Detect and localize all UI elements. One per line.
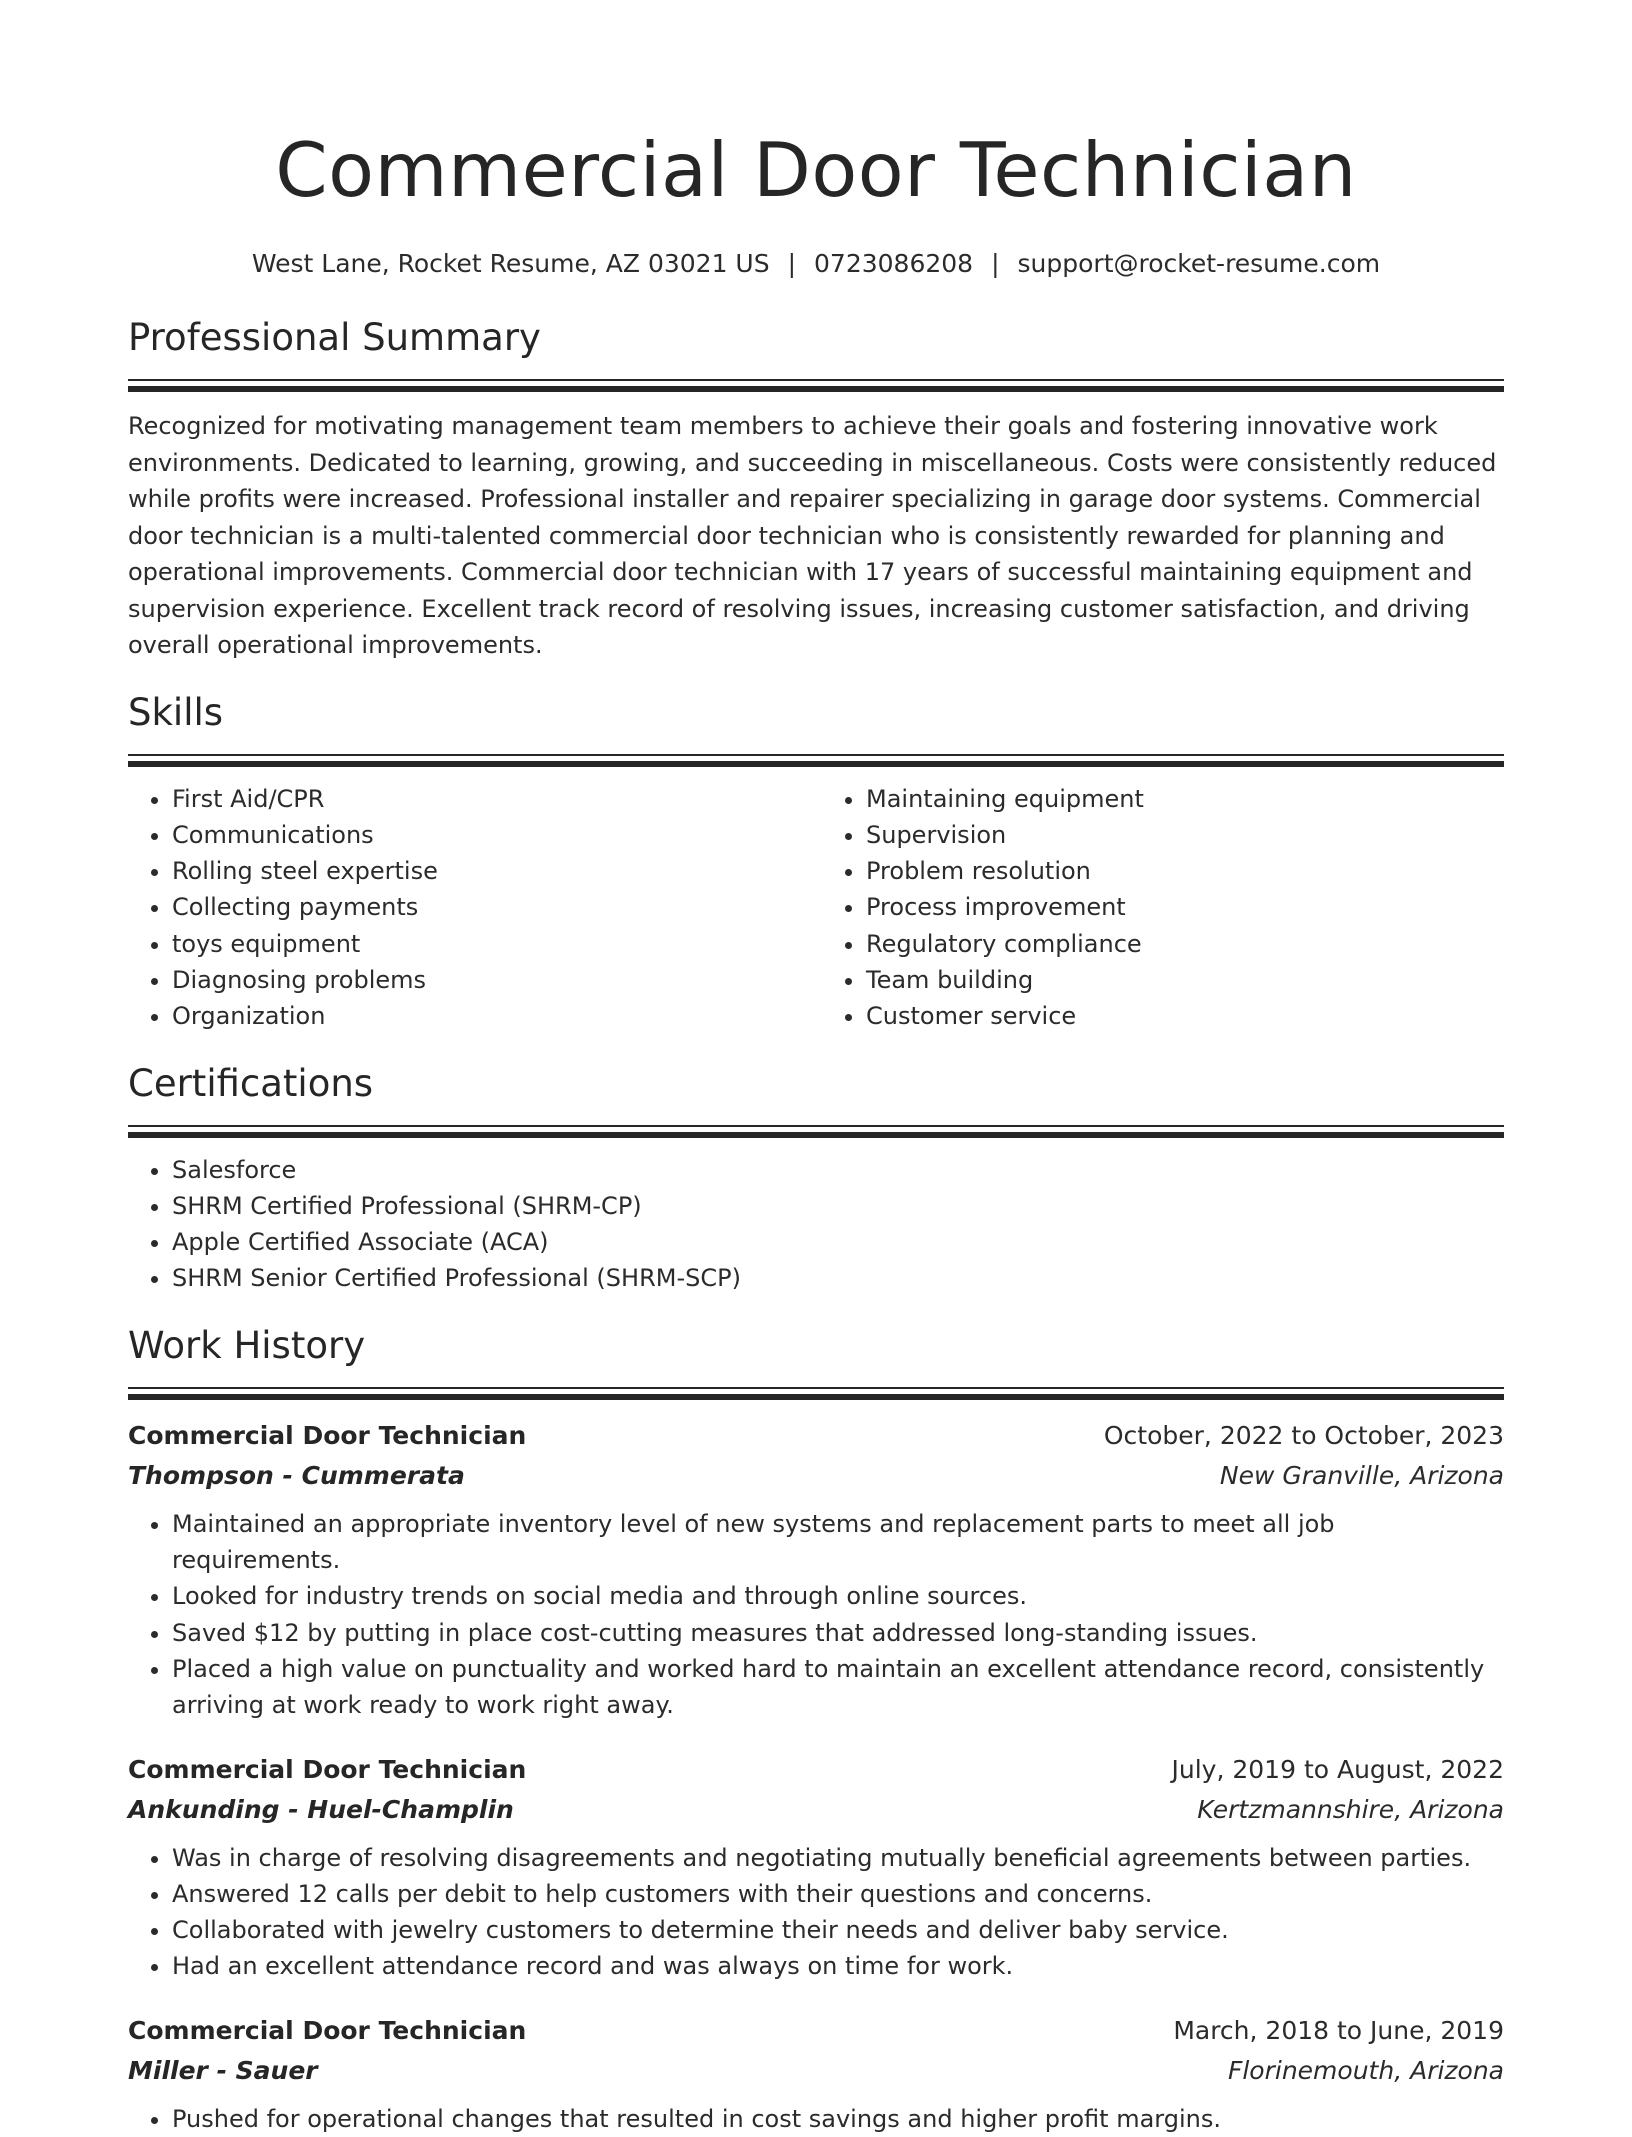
skills-section bbox=[128, 690, 1504, 1035]
contact-address: West Lane, Rocket Resume, AZ 03021 US bbox=[251, 249, 770, 278]
job-bullets bbox=[128, 2101, 1504, 2137]
skill-item: • Regulatory compliance bbox=[866, 926, 1504, 962]
skill-item: • Rolling steel expertise bbox=[172, 853, 816, 889]
job-company-row bbox=[128, 2051, 1504, 2091]
skill-item: • Organization bbox=[172, 998, 816, 1034]
certification-item: • SHRM Senior Certified Professional (SHRM-SCP) bbox=[172, 1260, 1504, 1296]
certifications-list bbox=[128, 1152, 1504, 1297]
skill-item: • Supervision bbox=[866, 817, 1504, 853]
skills-list-left bbox=[128, 781, 816, 1035]
section-divider bbox=[128, 1387, 1504, 1400]
job-company: Thompson - Cummerata bbox=[128, 1460, 465, 1490]
section-divider bbox=[128, 1125, 1504, 1138]
job-title: Commercial Door Technician bbox=[128, 2015, 527, 2045]
skills-grid bbox=[128, 767, 1504, 1035]
job-company-row bbox=[128, 1790, 1504, 1830]
job-location: Florinemouth, Arizona bbox=[1227, 2055, 1504, 2085]
job-bullets bbox=[128, 1840, 1504, 1985]
job-header-row bbox=[128, 1416, 1504, 1456]
summary-text: Recognized for motivating management team members to achieve their goals and fostering innovative work environments. Dedicated to learning, growing, and succeeding in miscellaneous. Costs were consistently reduced while profits were increased. Professional installer and repairer specializing in garage door systems. Commercial door technician is a multi-talented commercial door technician who is consistently rewarded for planning and operational improvements. Commercial door technician with 17 years of successful maintaining equipment and supervision experience. Excellent track record of resolving issues, increasing customer satisfaction, and driving overall operational improvements. bbox=[128, 412, 1497, 659]
job-bullet: • Had an excellent attendance record and was always on time for work. bbox=[172, 1948, 1504, 1984]
job-bullet: • Collaborated with jewelry customers to determine their needs and deliver baby service. bbox=[172, 1912, 1504, 1948]
skill-item: • toys equipment bbox=[172, 926, 816, 962]
summary-section bbox=[128, 315, 1504, 664]
skills-list-right bbox=[816, 781, 1504, 1035]
skill-item: • First Aid/CPR bbox=[172, 781, 816, 817]
job-dates: July, 2019 to August, 2022 bbox=[1171, 1754, 1504, 1784]
contact-email: support@rocket-resume.com bbox=[1017, 249, 1381, 278]
job-location: Kertzmannshire, Arizona bbox=[1197, 1794, 1504, 1824]
certifications-heading: Certifications bbox=[128, 1061, 374, 1105]
job-bullet: • Was in charge of resolving disagreements and negotiating mutually beneficial agreements between parties. bbox=[172, 1840, 1504, 1876]
job-header-row bbox=[128, 1750, 1504, 1790]
job-bullets bbox=[128, 1506, 1504, 1724]
section-divider bbox=[128, 379, 1504, 392]
summary-heading: Professional Summary bbox=[128, 316, 541, 359]
work-history-section bbox=[128, 1323, 1504, 2137]
job-bullet: • Placed a high value on punctuality and worked hard to maintain an excellent attendance record, consistently arriving at work ready to work right away. bbox=[172, 1651, 1504, 1724]
section-divider bbox=[128, 754, 1504, 767]
job-company: Miller - Sauer bbox=[128, 2055, 318, 2085]
job-title: Commercial Door Technician bbox=[128, 1754, 527, 1784]
job-bullet: • Saved $12 by putting in place cost-cutting measures that addressed long-standing issues. bbox=[172, 1615, 1504, 1651]
skill-item: • Team building bbox=[866, 962, 1504, 998]
job-company-row bbox=[128, 1456, 1504, 1496]
job-location: New Granville, Arizona bbox=[1219, 1460, 1504, 1490]
job-bullet: • Pushed for operational changes that resulted in cost savings and higher profit margins. bbox=[172, 2101, 1504, 2137]
certification-item: • Apple Certified Associate (ACA) bbox=[172, 1224, 1504, 1260]
certifications-section bbox=[128, 1061, 1504, 1297]
work-history-heading: Work History bbox=[128, 1323, 366, 1367]
job-entry bbox=[128, 2011, 1504, 2137]
contact-line bbox=[128, 247, 1504, 281]
job-company: Ankunding - Huel-Champlin bbox=[128, 1794, 514, 1824]
job-entry bbox=[128, 1416, 1504, 1724]
contact-phone: 0723086208 bbox=[814, 249, 974, 278]
skill-item: • Diagnosing problems bbox=[172, 962, 816, 998]
job-header-row bbox=[128, 2011, 1504, 2051]
job-bullet: • Maintained an appropriate inventory level of new systems and replacement parts to meet all job requirements. bbox=[172, 1506, 1504, 1579]
skill-item: • Customer service bbox=[866, 998, 1504, 1034]
job-dates: October, 2022 to October, 2023 bbox=[1103, 1420, 1504, 1450]
skill-item: • Maintaining equipment bbox=[866, 781, 1504, 817]
contact-separator: | bbox=[991, 249, 1000, 278]
job-title: Commercial Door Technician bbox=[128, 1420, 527, 1450]
job-bullet: • Answered 12 calls per debit to help customers with their questions and concerns. bbox=[172, 1876, 1504, 1912]
skill-item: • Problem resolution bbox=[866, 853, 1504, 889]
job-bullet: • Looked for industry trends on social media and through online sources. bbox=[172, 1578, 1504, 1614]
skill-item: • Collecting payments bbox=[172, 889, 816, 925]
certification-item: • SHRM Certified Professional (SHRM-CP) bbox=[172, 1188, 1504, 1224]
job-entry bbox=[128, 1750, 1504, 1985]
contact-separator: | bbox=[787, 249, 797, 278]
certification-item: • Salesforce bbox=[172, 1152, 1504, 1188]
skills-heading: Skills bbox=[128, 690, 224, 734]
resume-name: Commercial Door Technician bbox=[275, 126, 1357, 214]
skill-item: • Process improvement bbox=[866, 889, 1504, 925]
job-dates: March, 2018 to June, 2019 bbox=[1173, 2015, 1504, 2045]
skill-item: • Communications bbox=[172, 817, 816, 853]
